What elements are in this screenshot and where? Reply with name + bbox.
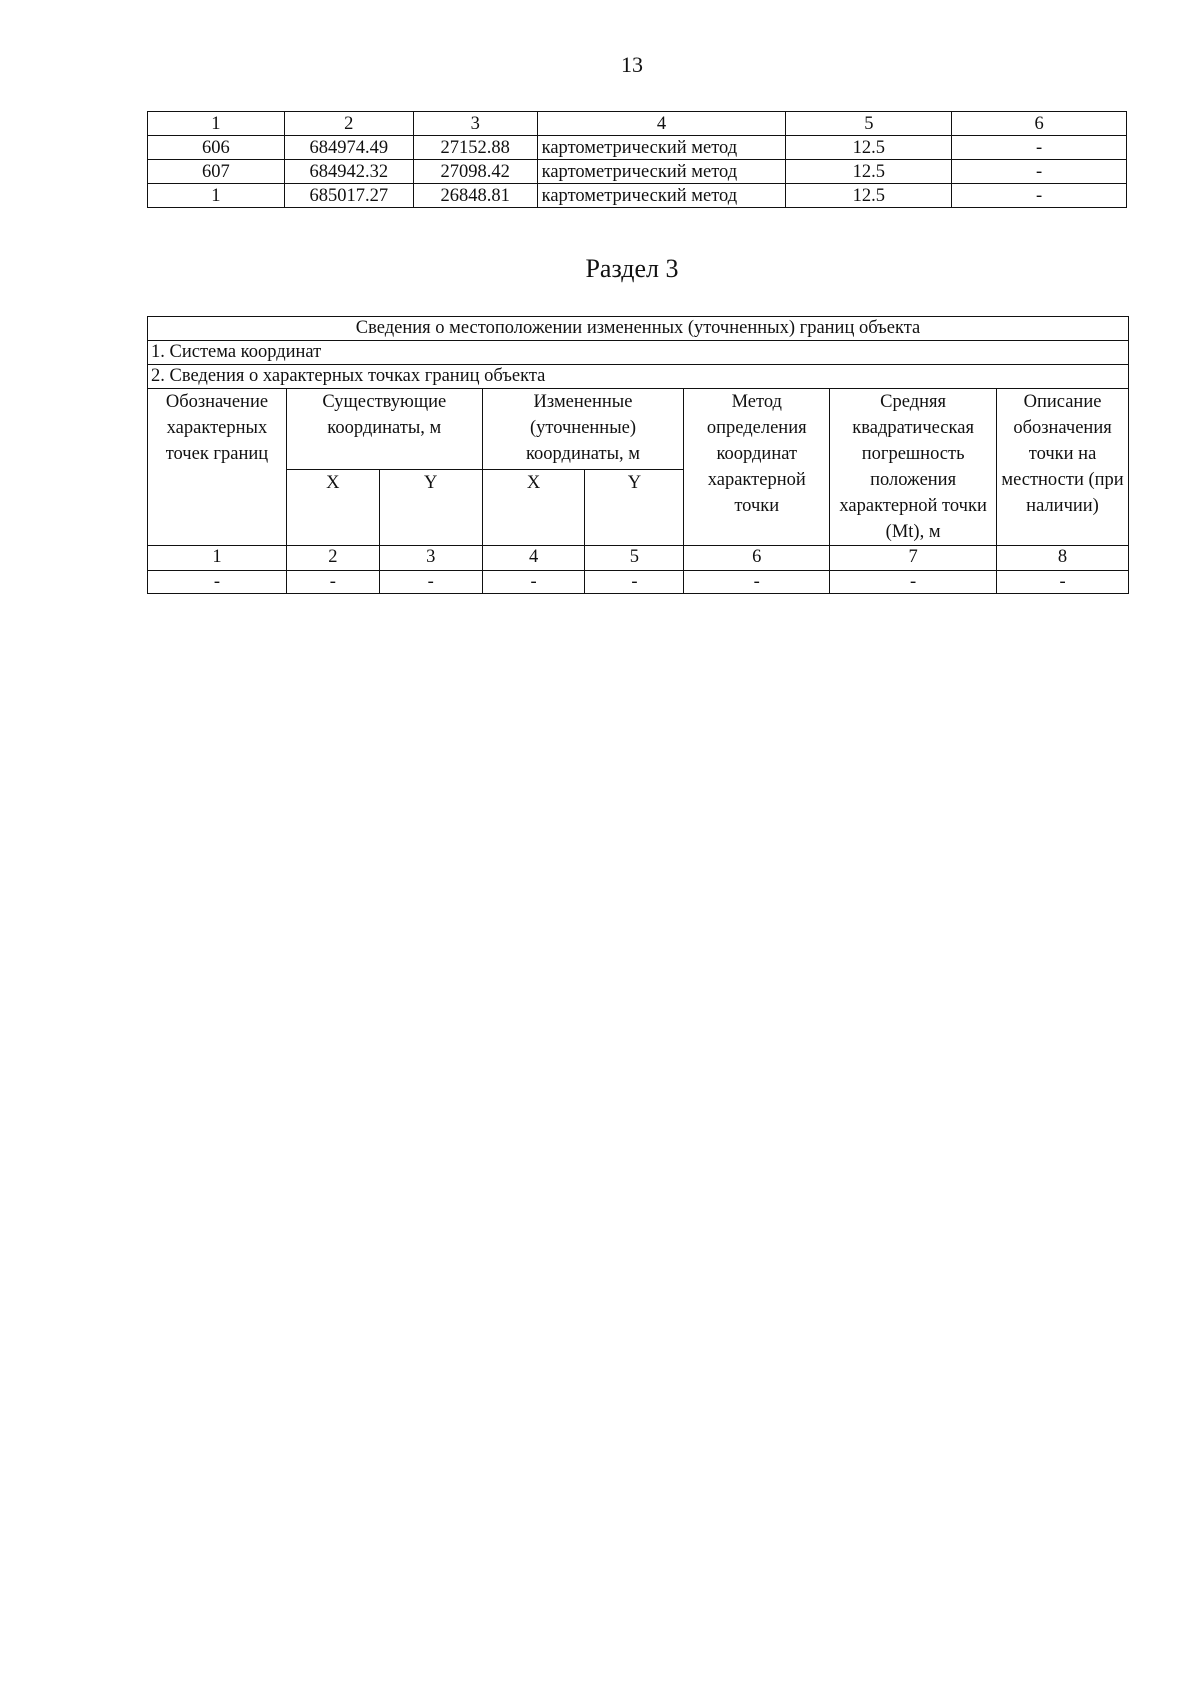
table-cell: 2 xyxy=(286,546,379,571)
coordinate-system-row: 1. Система координат xyxy=(148,341,1129,365)
table-cell: 1 xyxy=(148,546,287,571)
table-cell: 6 xyxy=(952,112,1127,136)
header-changed-y: Y xyxy=(585,469,684,545)
table-cell: 2 xyxy=(284,112,413,136)
table-cell: - xyxy=(585,571,684,594)
table-caption: Сведения о местоположении измененных (уточненных) границ объекта xyxy=(148,317,1129,341)
table-cell: 5 xyxy=(786,112,952,136)
table-cell: - xyxy=(684,571,830,594)
table-cell: картометрический метод xyxy=(537,136,786,160)
table-cell: - xyxy=(286,571,379,594)
table-cell: картометрический метод xyxy=(537,184,786,208)
coordinates-table-continuation xyxy=(147,111,1127,208)
table-row xyxy=(148,136,1127,160)
table-cell: - xyxy=(952,136,1127,160)
table-cell: 7 xyxy=(830,546,997,571)
table-cell: 607 xyxy=(148,160,285,184)
table-cell: - xyxy=(379,571,482,594)
header-existing-coordinates: Существующие координаты, м xyxy=(286,389,482,470)
section-title: Раздел 3 xyxy=(585,254,679,283)
table-cell: 8 xyxy=(997,546,1129,571)
column-numbers-row xyxy=(148,546,1129,571)
table-cell: 6 xyxy=(684,546,830,571)
table-cell: 3 xyxy=(379,546,482,571)
header-description: Описание обозначения точки на местности (при наличии) xyxy=(997,389,1129,546)
header-existing-y: Y xyxy=(379,469,482,545)
table-cell: 4 xyxy=(537,112,786,136)
table-header-row xyxy=(148,112,1127,136)
table-cell: 684974.49 xyxy=(284,136,413,160)
table-cell: 12.5 xyxy=(786,184,952,208)
characteristic-points-row: 2. Сведения о характерных точках границ объекта xyxy=(148,365,1129,389)
page-number: 13 xyxy=(621,52,643,77)
header-method: Метод определения координат характерной точки xyxy=(684,389,830,546)
header-changed-coordinates: Измененные (уточненные) координаты, м xyxy=(482,389,684,470)
table-cell: 685017.27 xyxy=(284,184,413,208)
table-cell: 4 xyxy=(482,546,585,571)
header-changed-x: X xyxy=(482,469,585,545)
table-cell: - xyxy=(830,571,997,594)
table-cell: 684942.32 xyxy=(284,160,413,184)
table-cell: - xyxy=(997,571,1129,594)
table-cell: 3 xyxy=(413,112,537,136)
header-mean-error: Средняя квадратическая погрешность положения характерной точки (Mt), м xyxy=(830,389,997,546)
table-cell: 27098.42 xyxy=(413,160,537,184)
table-cell: картометрический метод xyxy=(537,160,786,184)
table-row xyxy=(148,571,1129,594)
table-cell: - xyxy=(482,571,585,594)
table-cell: 606 xyxy=(148,136,285,160)
table-cell: 1 xyxy=(148,112,285,136)
header-existing-x: X xyxy=(286,469,379,545)
table-cell: 1 xyxy=(148,184,285,208)
table-cell: - xyxy=(148,571,287,594)
table-row xyxy=(148,160,1127,184)
table-cell: 26848.81 xyxy=(413,184,537,208)
table-cell: 27152.88 xyxy=(413,136,537,160)
boundary-points-table xyxy=(147,316,1129,594)
table-row xyxy=(148,184,1127,208)
table-cell: 12.5 xyxy=(786,160,952,184)
table-cell: 12.5 xyxy=(786,136,952,160)
table-cell: - xyxy=(952,184,1127,208)
header-designation: Обозначение характерных точек границ xyxy=(148,389,287,546)
table-cell: 5 xyxy=(585,546,684,571)
table-cell: - xyxy=(952,160,1127,184)
